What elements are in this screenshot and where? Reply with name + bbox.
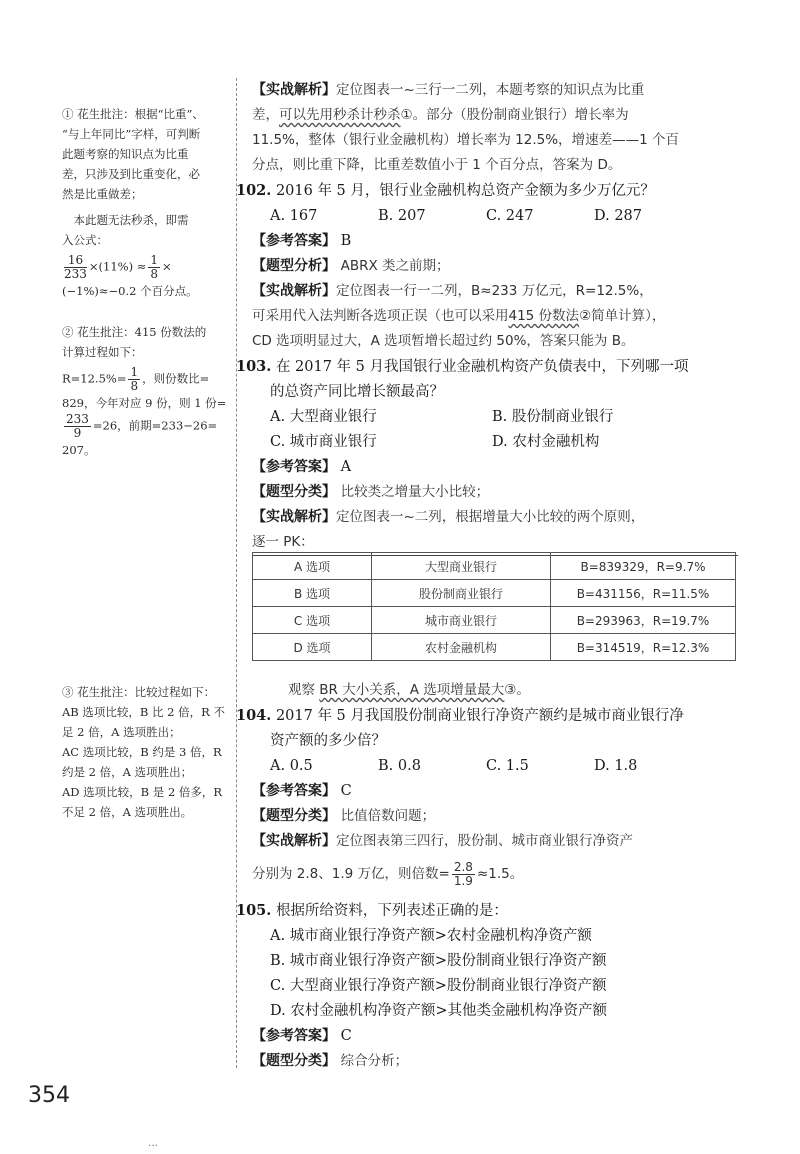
option: B. 0.8: [378, 758, 421, 774]
analysis-line: 逐一 PK：: [252, 530, 738, 556]
answer-105: 【参考答案】 C: [252, 1028, 352, 1044]
options-103: [252, 405, 752, 430]
analysis-line: CD 选项明显过大，A 选项暂增长超过约 50%，答案只能为 B。: [252, 333, 635, 349]
sidenote-1: [62, 104, 230, 301]
sidenote-1-line: (−1%)≈−0.2 个百分点。: [62, 284, 198, 298]
table-row: [253, 580, 736, 607]
table-cell: B=314519，R=12.3%: [551, 634, 736, 661]
table-cell: 大型商业银行: [372, 553, 551, 580]
analysis-103: 【实战解析】定位图表一~二列，根据增量大小比较的两个原则，: [252, 509, 645, 525]
option: A. 大型商业银行: [270, 409, 377, 425]
option: C. 247: [486, 208, 534, 224]
sidenote-3-line: 足 2 倍，A 选项胜出；: [62, 725, 181, 739]
question-102: 102. 2016 年 5 月，银行业金融机构总资产金额为多少万亿元？: [236, 182, 655, 199]
question-104: 104. 2017 年 5 月我国股份制商业银行净资产额约是城市商业银行净: [236, 707, 684, 724]
option: A. 167: [270, 208, 318, 224]
table-conclusion: 观察 BR 大小关系，A 选项增量最大③。: [288, 682, 530, 698]
table-cell: B=431156，R=11.5%: [551, 580, 736, 607]
table-cell: 股份制商业银行: [372, 580, 551, 607]
table-row: [253, 607, 736, 634]
option: C. 大型商业银行净资产额>股份制商业银行净资产额: [270, 978, 607, 994]
sidenote-3-line: AD 选项比较，B 是 2 倍多，R: [62, 785, 223, 799]
type-103: 【题型分类】 比较类之增量大小比较；: [252, 484, 490, 500]
table-cell: D 选项: [253, 634, 372, 661]
sidenote-1-line: 此题考察的知识点为比重: [62, 147, 189, 161]
type-102: 【题型分析】 ABRX 类之前期；: [252, 258, 450, 274]
sidenote-2-line: ② 花生批注：415 份数法的: [62, 325, 207, 339]
options-103: [252, 430, 752, 455]
answer-103: 【参考答案】 A: [252, 459, 352, 475]
question-103: 103. 在 2017 年 5 月我国银行业金融机构资产负债表中，下列哪一项: [236, 358, 689, 375]
table-cell: B 选项: [253, 580, 372, 607]
answer-104: 【参考答案】 C: [252, 783, 352, 799]
table-cell: B=839329，R=9.7%: [551, 553, 736, 580]
question-103-cont: 的总资产同比增长额最高？: [270, 384, 444, 400]
sidenote-1-formula: $\frac{16}{233}$ ×(11%) ≈ $\frac{1}{8}$ ×: [64, 253, 172, 281]
option: D. 287: [594, 208, 643, 224]
question-104-cont: 资产额的多少倍？: [270, 733, 386, 749]
sidenote-1-line: 然是比重做差；: [62, 187, 143, 201]
sidenote-3: [62, 682, 230, 822]
answer-102: 【参考答案】 B: [252, 233, 352, 249]
fraction: $\frac{16}{233}$: [64, 253, 87, 281]
analysis-paragraph: 【实战解析】定位图表一~三行一二列，本题考察的知识点为比重: [252, 82, 645, 98]
analysis-line: 分别为 2.8、1.9 万亿，则倍数= $\frac{2.8}{1.9}$ ≈1.5。: [252, 859, 524, 888]
analysis-line: 11.5%，整体（银行业金融机构）增长率为 12.5%，增速差——1 个百: [252, 132, 679, 148]
table-row: [253, 634, 736, 661]
bottom-mark: …: [148, 1138, 158, 1149]
sidenote-2-line: 计算过程如下：: [62, 345, 143, 359]
sidenote-1-line: ① 花生批注：根据“比重”、: [62, 107, 204, 121]
sidenote-1-line: 本此题无法秒杀，即需: [62, 213, 189, 227]
option: A. 城市商业银行净资产额>农村金融机构净资产额: [270, 928, 592, 944]
sidenote-2-line: $\frac{233}{9}$ =26，前期=233−26=: [66, 412, 218, 440]
fraction: $\frac{2.8}{1.9}$: [453, 859, 473, 888]
sidenote-2: [62, 322, 230, 460]
table-cell: 城市商业银行: [372, 607, 551, 634]
main-column-bottom: [236, 678, 752, 1074]
sidenote-1-line: 入公式：: [62, 233, 108, 247]
analysis-line: 差，可以先用秒杀计秒杀①。部分（股份制商业银行）增长率为: [252, 107, 629, 123]
option: C. 1.5: [486, 758, 529, 774]
analysis-line: 可采用代入法判断各选项正误（也可以采用415 份数法②简单计算），: [252, 308, 666, 324]
sidenote-2-line: 207。: [62, 443, 96, 457]
sidenote-1-line: 差，只涉及到比重变化，必: [62, 167, 200, 181]
analysis-102: 【实战解析】定位图表一行一二列，B≈233 万亿元，R=12.5%，: [252, 283, 653, 299]
option: B. 城市商业银行净资产额>股份制商业银行净资产额: [270, 953, 607, 969]
table-cell: A 选项: [253, 553, 372, 580]
fraction: $\frac{233}{9}$: [66, 412, 89, 440]
analysis-line: 分点，则比重下降，比重差数值小于 1 个百分点，答案为 D。: [252, 157, 622, 173]
sidenote-3-line: 不足 2 倍，A 选项胜出。: [62, 805, 193, 819]
option: C. 城市商业银行: [270, 434, 377, 450]
table-cell: C 选项: [253, 607, 372, 634]
analysis-104: 【实战解析】定位图表第三四行，股份制、城市商业银行净资产: [252, 833, 633, 849]
sidenote-2-line: R=12.5%= $\frac{1}{8}$ ，则份数比=: [62, 365, 210, 393]
sidenote-3-line: 约是 2 倍，A 选项胜出；: [62, 765, 193, 779]
table-row: [253, 553, 736, 580]
options-104: [252, 754, 752, 779]
table-cell: 农村金融机构: [372, 634, 551, 661]
option: D. 1.8: [594, 758, 638, 774]
sidenote-3-line: AC 选项比较，B 约是 3 倍，R: [62, 745, 222, 759]
option: B. 207: [378, 208, 426, 224]
option: B. 股份制商业银行: [492, 409, 614, 425]
comparison-table: [252, 552, 736, 661]
question-105: 105. 根据所给资料，下列表述正确的是：: [236, 902, 508, 919]
table-cell: B=293963，R=19.7%: [551, 607, 736, 634]
option: A. 0.5: [270, 758, 313, 774]
main-column-top: [236, 78, 752, 556]
options-102: [252, 204, 752, 229]
type-105: 【题型分类】 综合分析；: [252, 1053, 409, 1069]
sidenote-3-line: AB 选项比较，B 比 2 倍，R 不: [62, 705, 225, 719]
sidenote-1-line: “与上年同比”字样，可判断: [62, 127, 201, 141]
fraction: $\frac{1}{8}$: [150, 253, 159, 281]
option: D. 农村金融机构净资产额>其他类金融机构净资产额: [270, 1003, 607, 1019]
sidenote-3-line: ③ 花生批注：比较过程如下：: [62, 685, 216, 699]
page-number: 354: [28, 1083, 70, 1108]
type-104: 【题型分类】 比值倍数问题；: [252, 808, 436, 824]
fraction: $\frac{1}{8}$: [130, 365, 139, 393]
sidenote-2-line: 829，今年对应 9 份，则 1 份=: [62, 396, 227, 410]
option: D. 农村金融机构: [492, 434, 600, 450]
